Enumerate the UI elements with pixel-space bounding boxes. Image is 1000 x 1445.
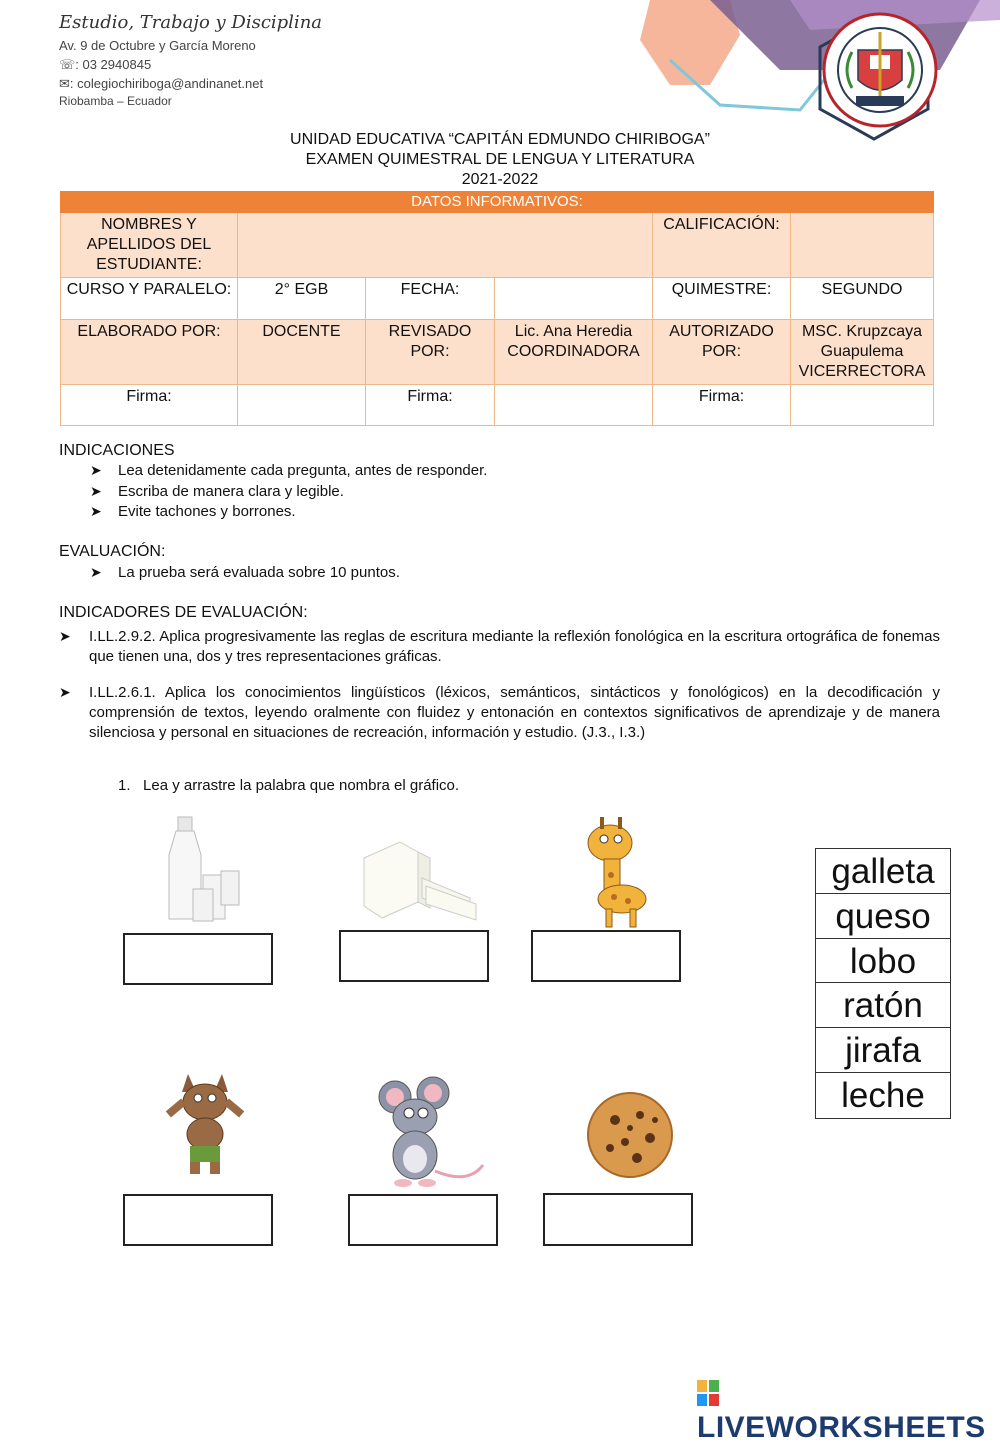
answer-dropbox-giraffe[interactable] xyxy=(531,930,681,982)
signature-field-3[interactable] xyxy=(791,385,934,426)
made-by-label: ELABORADO POR: xyxy=(61,320,238,385)
brand-name: LIVEWORKSHEETS xyxy=(697,1411,986,1444)
reviewed-value xyxy=(495,320,653,385)
word-tile-galleta[interactable]: galleta xyxy=(816,849,950,894)
word-bank xyxy=(815,848,951,1119)
school-city: Riobamba – Ecuador xyxy=(59,94,172,108)
indicators-title: INDICADORES DE EVALUACIÓN: xyxy=(59,604,308,621)
school-name-title: UNIDAD EDUCATIVA “CAPITÁN EDMUNDO CHIRIBOGA” xyxy=(290,131,710,148)
evaluation-item: ➤ La prueba será evaluada sobre 10 puntos. xyxy=(90,564,400,581)
arrow-bullet-icon: ➤ xyxy=(59,684,71,700)
cookie-image xyxy=(585,1090,675,1180)
word-tile-jirafa[interactable]: jirafa xyxy=(816,1028,950,1073)
signature-label-2: Firma: xyxy=(366,385,495,426)
authorized-role: VICERRECTORA xyxy=(798,363,926,380)
wolf-image xyxy=(160,1068,250,1176)
indicator-item: ➤ I.LL.2.6.1. Aplica los conocimientos lingüísticos (léxicos, semánticos, sintácticos y fonológicos) en la decodificación y comprensión de textos, leyendo oralmente con fluidez y entonación en contextos significativos de aprendizaje y de manera silenciosa y personal en situaciones de recreación, información y estudio. (J.3., I.3.) xyxy=(59,684,940,741)
authorized-label: AUTORIZADO POR: xyxy=(653,320,791,385)
school-motto: Estudio, Trabajo y Disciplina xyxy=(59,12,323,33)
school-year: 2021-2022 xyxy=(461,171,539,188)
signature-label-3: Firma: xyxy=(653,385,791,426)
arrow-bullet-icon: ➤ xyxy=(90,462,102,478)
arrow-bullet-icon: ➤ xyxy=(90,564,102,580)
instructions-title: INDICACIONES xyxy=(59,442,175,459)
info-table xyxy=(60,191,934,426)
phone-icon: ☏ xyxy=(59,57,76,72)
school-seal xyxy=(812,10,948,130)
term-value: SEGUNDO xyxy=(791,278,934,320)
mouse-image xyxy=(373,1075,488,1190)
school-address: Av. 9 de Octubre y García Moreno xyxy=(59,38,256,53)
answer-dropbox-cookie[interactable] xyxy=(543,1193,693,1246)
arrow-bullet-icon: ➤ xyxy=(90,483,102,499)
names-field[interactable] xyxy=(238,213,653,278)
authorized-name: MSC. Krupzcaya Guapulema xyxy=(801,323,923,360)
email-address: : colegiochiriboga@andinanet.net xyxy=(69,76,264,91)
answer-dropbox-milk[interactable] xyxy=(123,933,273,985)
reviewed-label: REVISADO POR: xyxy=(366,320,495,385)
signature-label-1: Firma: xyxy=(61,385,238,426)
liveworksheets-logo xyxy=(697,1377,1000,1445)
word-tile-raton[interactable]: ratón xyxy=(816,983,950,1028)
instruction-item: ➤ Lea detenidamente cada pregunta, antes de responder. xyxy=(90,462,488,479)
question-text: Lea y arrastre la palabra que nombra el gráfico. xyxy=(143,777,460,794)
signature-field-2[interactable] xyxy=(495,385,653,426)
arrow-bullet-icon: ➤ xyxy=(90,503,102,519)
reviewed-role: COORDINADORA xyxy=(507,343,640,360)
course-label: CURSO Y PARALELO: xyxy=(61,278,238,320)
email-line xyxy=(59,76,263,92)
exam-title: EXAMEN QUIMESTRAL DE LENGUA Y LITERATURA xyxy=(305,151,695,168)
grade-field[interactable] xyxy=(791,213,934,278)
grade-label: CALIFICACIÓN: xyxy=(653,213,791,278)
answer-dropbox-cheese[interactable] xyxy=(339,930,489,982)
made-by-value: DOCENTE xyxy=(238,320,366,385)
names-label: NOMBRES Y APELLIDOS DEL ESTUDIANTE: xyxy=(61,213,238,278)
date-field[interactable] xyxy=(495,278,653,320)
answer-dropbox-wolf[interactable] xyxy=(123,1194,273,1246)
date-label: FECHA: xyxy=(366,278,495,320)
info-table-header: DATOS INFORMATIVOS: xyxy=(61,192,934,213)
term-label: QUIMESTRE: xyxy=(653,278,791,320)
evaluation-title: EVALUACIÓN: xyxy=(59,543,166,560)
word-tile-lobo[interactable]: lobo xyxy=(816,939,950,984)
phone-line xyxy=(59,57,151,73)
milk-bottle-image xyxy=(163,815,243,925)
authorized-value xyxy=(791,320,934,385)
exam-titles xyxy=(0,130,1000,190)
instruction-item: ➤ Escriba de manera clara y legible. xyxy=(90,483,344,500)
signature-field-1[interactable] xyxy=(238,385,366,426)
answer-dropbox-mouse[interactable] xyxy=(348,1194,498,1246)
question-1 xyxy=(118,777,459,794)
envelope-icon: ✉ xyxy=(59,76,70,91)
cheese-image xyxy=(360,838,480,923)
question-number: 1. xyxy=(118,777,131,794)
course-value: 2° EGB xyxy=(238,278,366,320)
giraffe-image xyxy=(578,815,663,930)
word-tile-leche[interactable]: leche xyxy=(841,1075,925,1115)
liveworksheets-badge-icon xyxy=(697,1380,719,1406)
instruction-item: ➤ Evite tachones y borrones. xyxy=(90,503,296,520)
arrow-bullet-icon: ➤ xyxy=(59,628,71,644)
word-tile-queso[interactable]: queso xyxy=(816,894,950,939)
reviewed-name: Lic. Ana Heredia xyxy=(514,323,633,340)
phone-number: : 03 2940845 xyxy=(75,57,152,72)
indicator-item: ➤ I.LL.2.9.2. Aplica progresivamente las reglas de escritura mediante la reflexión fonológica en la escritura ortográfica de fonemas que tienen una, dos y tres representaciones gráficas. xyxy=(59,628,940,665)
